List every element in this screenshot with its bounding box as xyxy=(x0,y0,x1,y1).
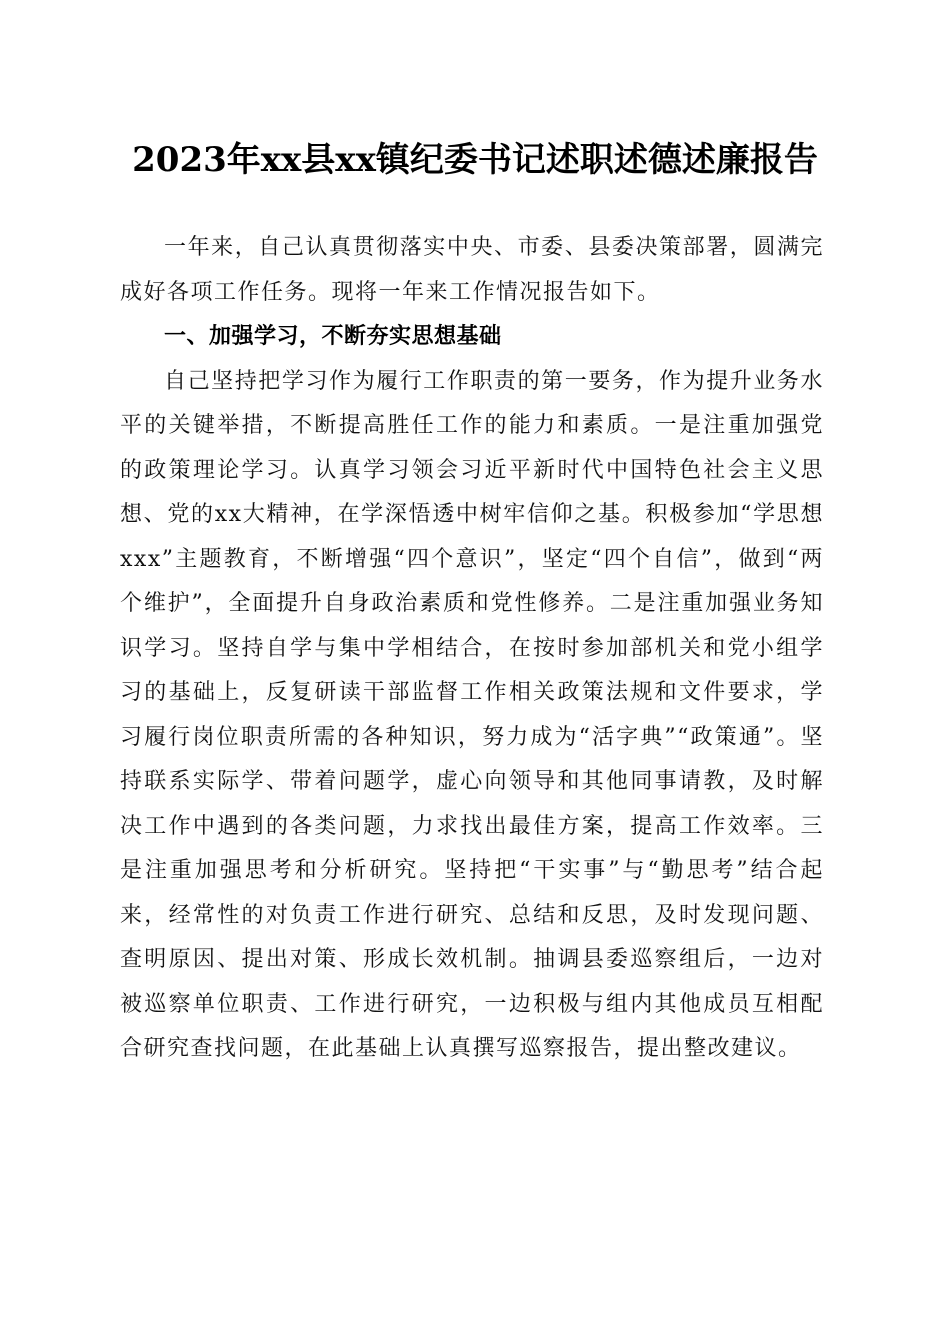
section-1-heading: 一、加强学习，不断夯实思想基础 xyxy=(164,324,502,349)
section-1-paragraph: 自己坚持把学习作为履行工作职责的第一要务，作为提升业务水平的关键举措，不断提高胜任工作的能力和素质。一是注重加强党的政策理论学习。认真学习领会习近平新时代中国特色社会主义思想、党的xx大精神，在学深悟透中树牢信仰之基。积极参加“学思想xxx”主题教育，不断增强“四个意识”，坚定“四个自信”，做到“两个维护”，全面提升自身政治素质和党性修养。二是注重加强业务知识学习。坚持自学与集中学相结合，在按时参加部机关和党小组学习的基础上，反复研读干部监督工作相关政策法规和文件要求，学习履行岗位职责所需的各种知识，努力成为“活字典”“政策通”。坚持联系实际学、带着问题学，虚心向领导和其他同事请教，及时解决工作中遇到的各类问题，力求找出最佳方案，提高工作效率。三是注重加强思考和分析研究。坚持把“干实事”与“勤思考”结合起来，经常性的对负责工作进行研究、总结和反思，及时发现问题、查明原因、提出对策、形成长效机制。抽调县委巡察组后，一边对被巡察单位职责、工作进行研究，一边积极与组内其他成员互相配合研究查找问题，在此基础上认真撰写巡察报告，提出整改建议。 xyxy=(120,368,824,1061)
document-body xyxy=(120,226,824,1072)
intro-paragraph: 一年来，自己认真贯彻落实中央、市委、县委决策部署，圆满完成好各项工作任务。现将一年来工作情况报告如下。 xyxy=(120,235,824,305)
document-title: 2023年xx县xx镇纪委书记述职述德述廉报告 xyxy=(132,140,818,180)
